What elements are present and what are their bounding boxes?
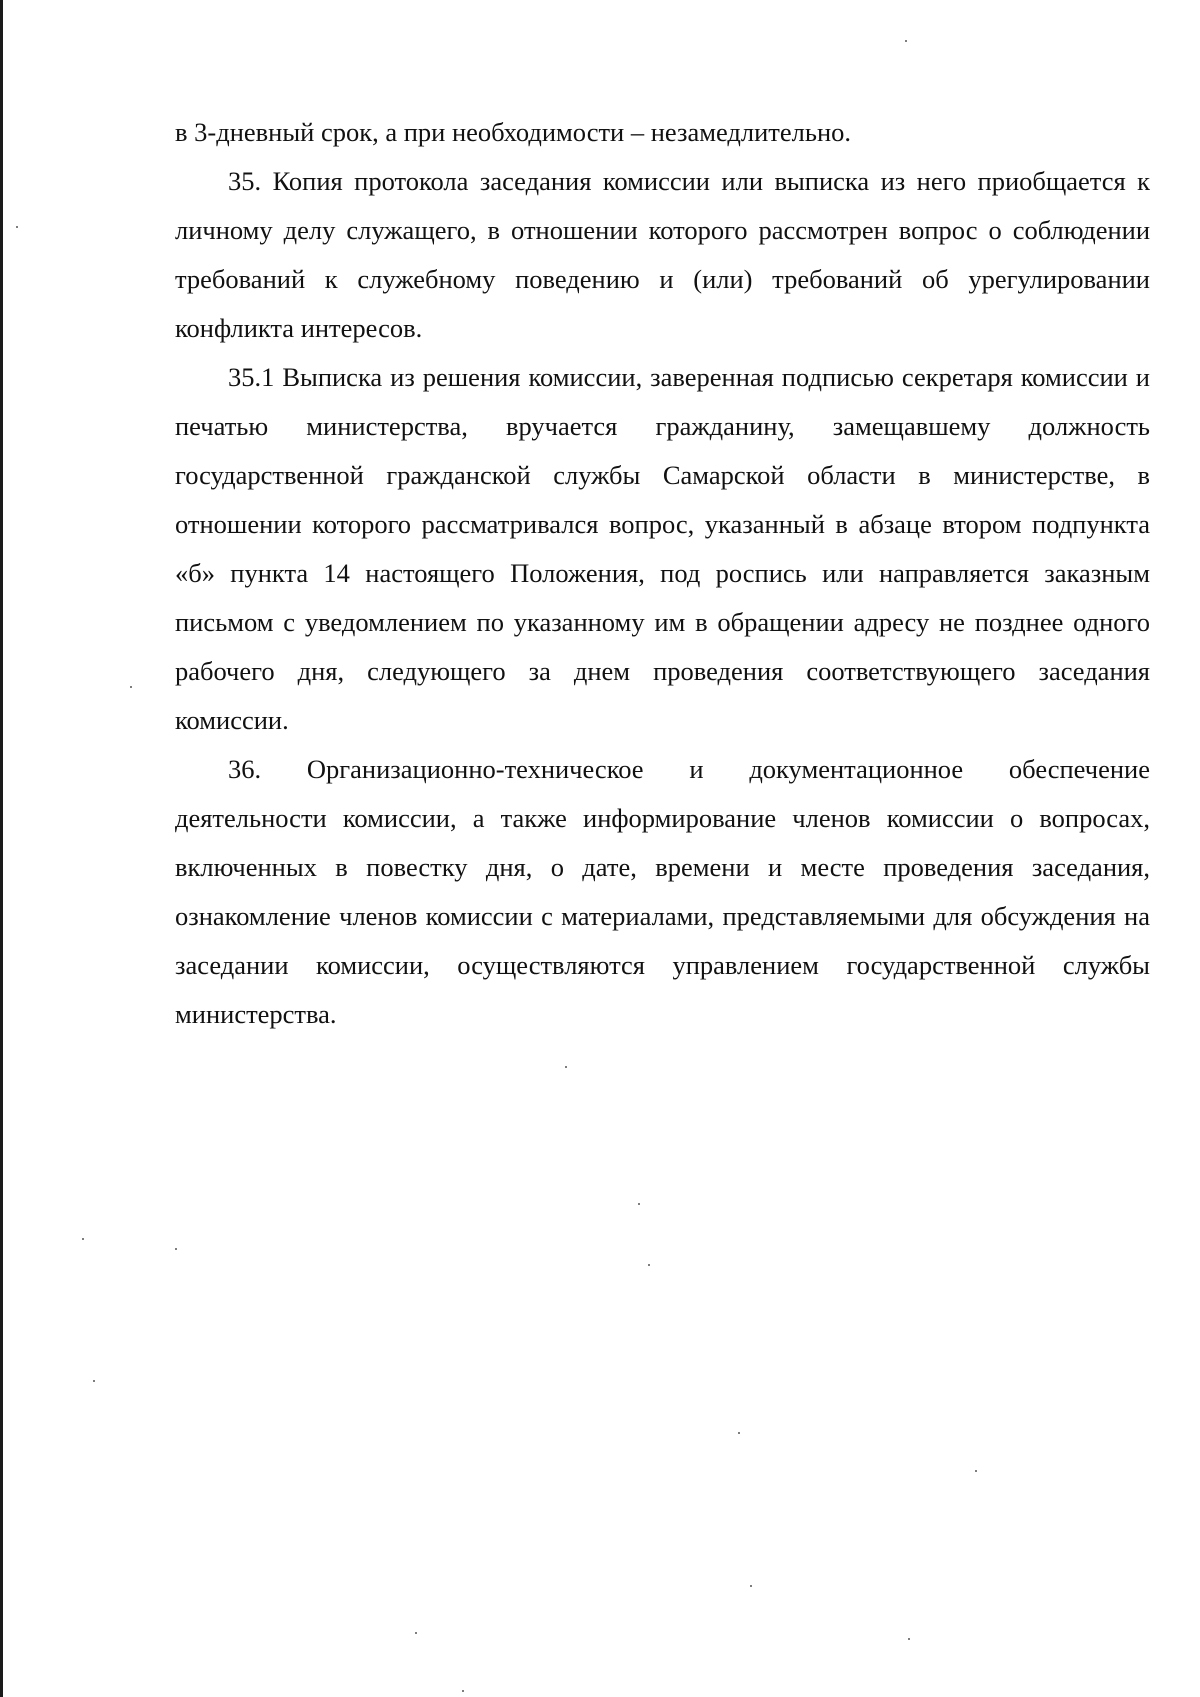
scan-speck bbox=[130, 686, 132, 688]
paragraph-35: 35. Копия протокола заседания комиссии или выписка из него приобщается к личному делу служащего, в отношении которого рассмотрен вопрос о соблюдении требований к служебному поведению и (или) требований об урегулировании конфликта интересов. bbox=[175, 166, 1150, 343]
scan-speck bbox=[738, 1432, 740, 1434]
scan-speck bbox=[908, 1638, 910, 1640]
document-body bbox=[175, 108, 1150, 1039]
scan-speck bbox=[905, 40, 907, 42]
scan-speck bbox=[93, 1380, 95, 1382]
scan-speck bbox=[975, 1470, 977, 1472]
scan-speck bbox=[175, 1248, 177, 1250]
paragraph-36: 36. Организационно-техническое и документационное обеспечение деятельности комиссии, а также информирование членов комиссии о вопросах, включенных в повестку дня, о дате, времени и месте проведения заседания, ознакомление членов комиссии с материалами, представляемыми для обсуждения на заседании комиссии, осуществляются управлением государственной службы министерства. bbox=[175, 754, 1150, 1029]
paragraph-35-1: 35.1 Выписка из решения комиссии, заверенная подписью секретаря комиссии и печатью министерства, вручается гражданину, замещавшему должность государственной гражданской службы Самарской области в министерстве, в отношении которого рассматривался вопрос, указанный в абзаце втором подпункта «б» пункта 14 настоящего Положения, под роспись или направляется заказным письмом с уведомлением по указанному им в обращении адресу не позднее одного рабочего дня, следующего за днем проведения соответствующего заседания комиссии. bbox=[175, 362, 1150, 735]
scan-speck bbox=[638, 1203, 640, 1205]
scan-speck bbox=[565, 1066, 567, 1068]
paragraph-continuation: в 3-дневный срок, а при необходимости – незамедлительно. bbox=[175, 117, 851, 147]
scan-speck bbox=[16, 226, 18, 228]
scan-edge bbox=[0, 0, 3, 1697]
scan-speck bbox=[750, 1585, 752, 1587]
scan-speck bbox=[82, 1238, 84, 1240]
scan-speck bbox=[462, 1690, 464, 1692]
scan-speck bbox=[648, 1264, 650, 1266]
scan-speck bbox=[415, 1632, 417, 1634]
